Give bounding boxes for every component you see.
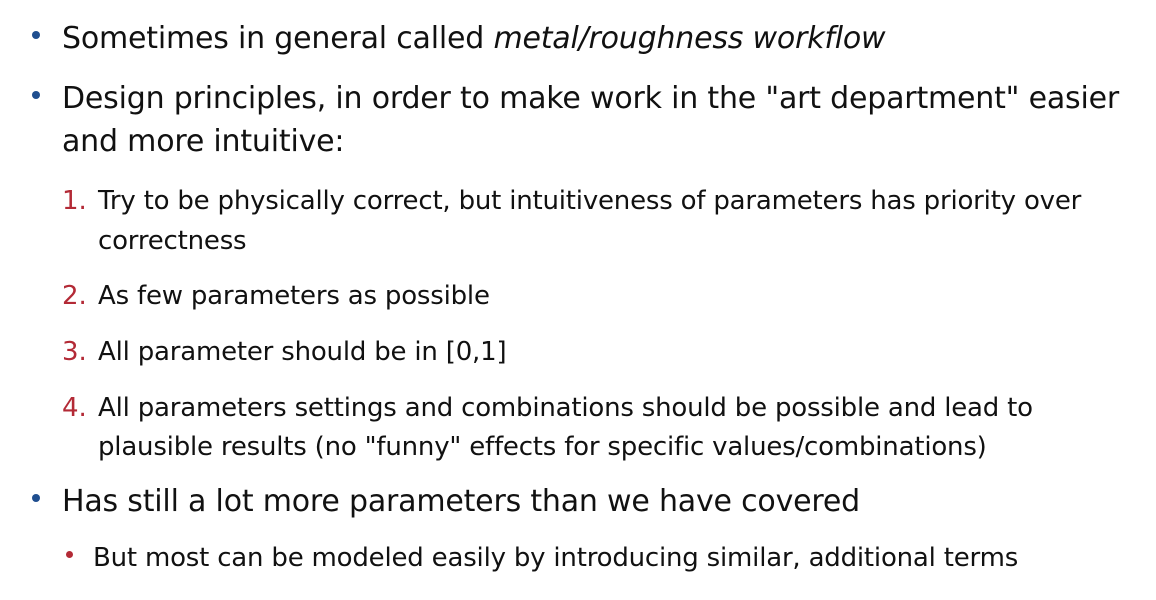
principle-item-4-continuation [98, 428, 987, 467]
principle-item-4 [62, 389, 1033, 428]
principle-text-line-1: All parameters settings and combinations should be possible and lead to [98, 393, 1033, 423]
bullet-text-prefix: Sometimes in general called [62, 21, 494, 56]
principle-text-line-1: All parameter should be in [0,1] [98, 337, 507, 367]
principle-number: 1. [62, 186, 87, 216]
bullet-dot-icon [32, 31, 40, 39]
bullet-text-line-2: and more intuitive: [62, 124, 345, 159]
bullet-text: Has still a lot more parameters than we have covered [62, 484, 860, 519]
principle-text-line-2: plausible results (no "funny" effects for specific values/combinations) [98, 432, 987, 462]
bullet-item-1 [32, 16, 885, 61]
bullet-text-emphasis: metal/roughness workflow [493, 21, 886, 56]
bullet-item-2 [32, 76, 1119, 121]
bullet-item-3 [32, 479, 860, 524]
subbullet-item [66, 539, 1018, 578]
principle-item-1-continuation [98, 222, 246, 261]
principle-number: 3. [62, 337, 87, 367]
subbullet-text: But most can be modeled easily by introducing similar, additional terms [93, 543, 1019, 573]
principle-text-line-1: As few parameters as possible [98, 281, 490, 311]
principle-text-line-1: Try to be physically correct, but intuitiveness of parameters has priority over [98, 186, 1082, 216]
bullet-item-2-continuation [62, 119, 344, 164]
principle-item-1 [62, 182, 1081, 221]
principle-number: 4. [62, 393, 87, 423]
bullet-dot-icon [32, 494, 40, 502]
subbullet-dot-icon [66, 551, 73, 558]
principle-item-2 [62, 277, 490, 316]
bullet-text [62, 16, 885, 61]
principle-text-line-2: correctness [98, 226, 247, 256]
principle-number: 2. [62, 281, 87, 311]
bullet-dot-icon [32, 91, 40, 99]
bullet-text-line-1: Design principles, in order to make work in the "art department" easier [62, 81, 1119, 116]
principle-item-3 [62, 333, 506, 372]
